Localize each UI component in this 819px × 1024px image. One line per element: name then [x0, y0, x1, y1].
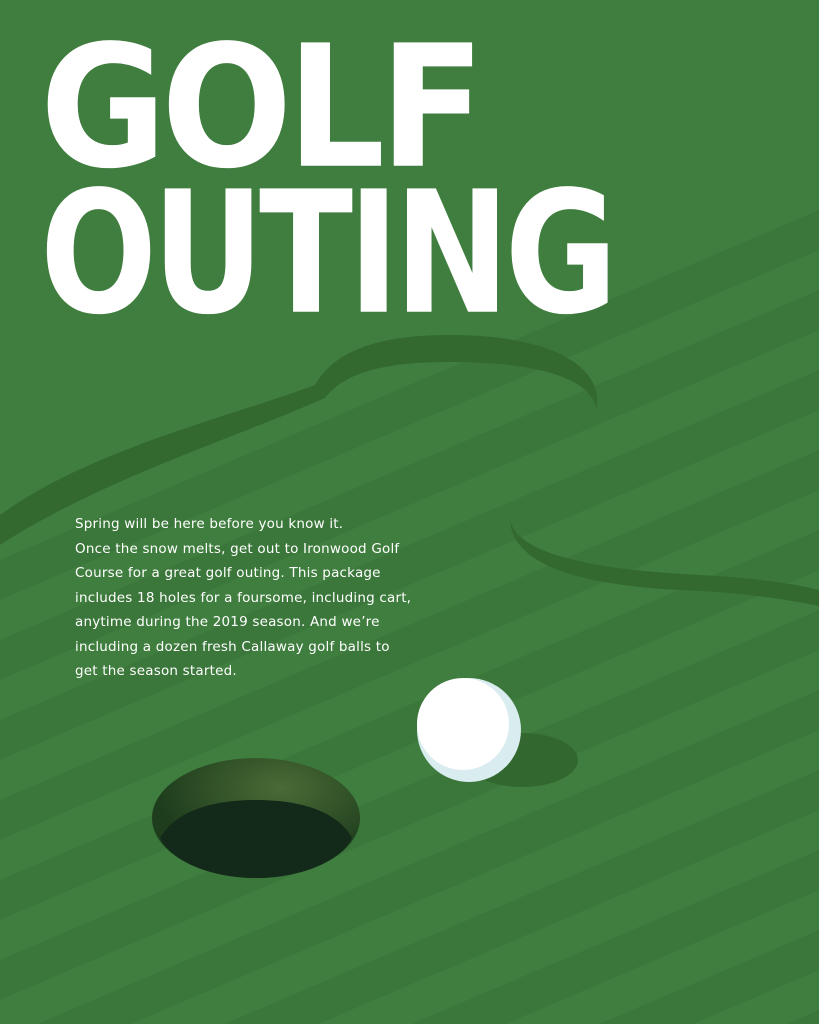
description-line: including a dozen fresh Callaway golf balls to: [75, 638, 390, 655]
title-line-golf: GOLF: [40, 9, 480, 207]
description-line: anytime during the 2019 season. And we’re: [75, 614, 380, 630]
golf-hole-icon: [152, 758, 360, 878]
description-line: includes 18 holes for a foursome, including cart,: [75, 589, 412, 606]
description-line: Course for a great golf outing. This package: [75, 565, 381, 581]
description-line: get the season started.: [75, 663, 237, 679]
description-line: Once the snow melts, get out to Ironwood Golf: [75, 540, 400, 557]
title-line-outing: OUTING: [40, 155, 613, 353]
description-paragraph: [75, 512, 435, 684]
description-line: Spring will be here before you know it.: [75, 516, 344, 532]
